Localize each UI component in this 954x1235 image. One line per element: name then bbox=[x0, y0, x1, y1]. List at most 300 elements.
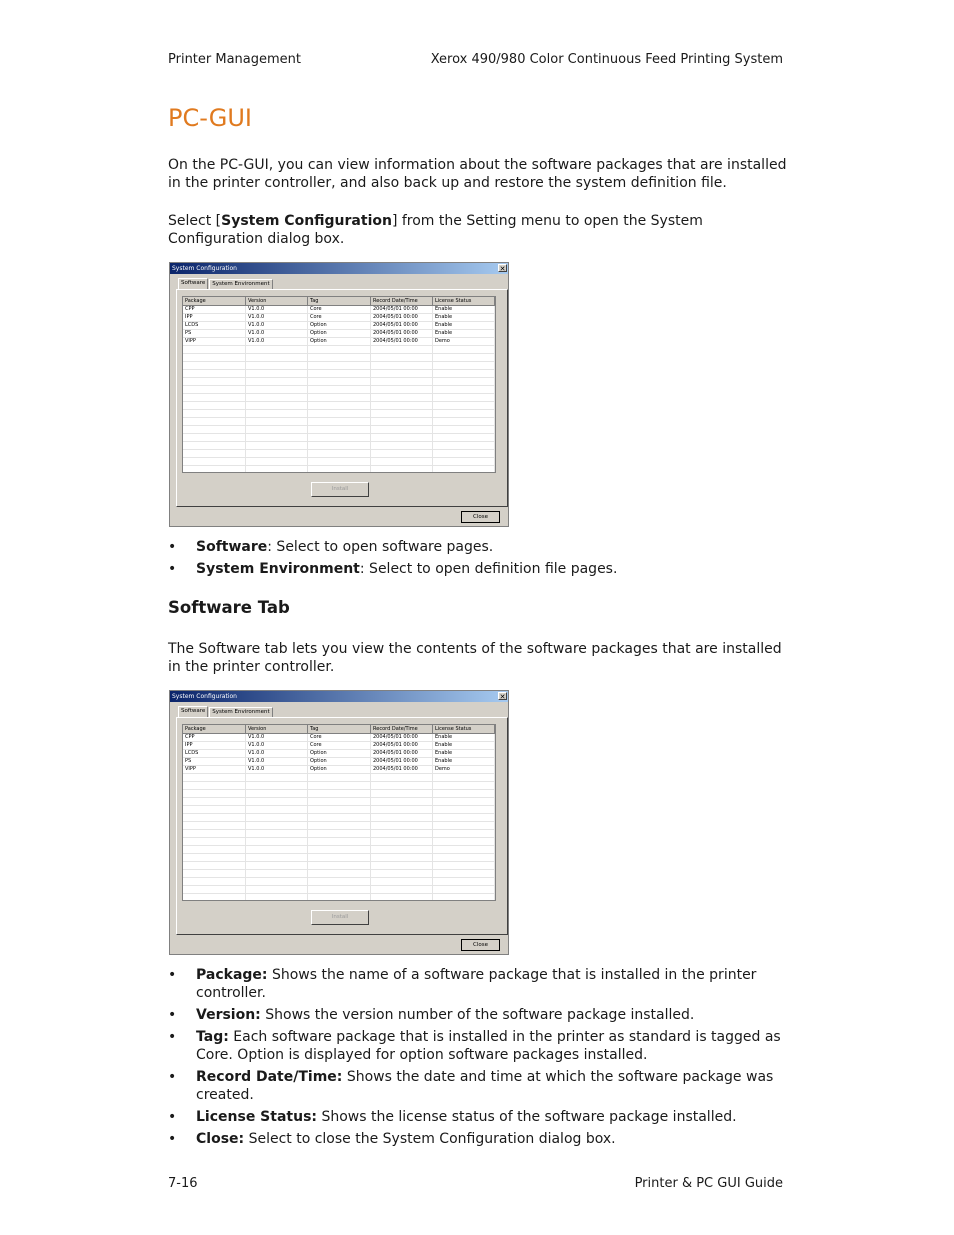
table-cell bbox=[183, 426, 246, 433]
table-cell: V1.0.0 bbox=[246, 322, 308, 329]
table-cell bbox=[371, 814, 433, 821]
table-cell bbox=[308, 830, 371, 837]
table-cell: Enable bbox=[433, 750, 495, 757]
table-row[interactable] bbox=[183, 758, 495, 766]
bullet-text: Select to close the System Configuration dialog box. bbox=[244, 1131, 616, 1147]
table-cell bbox=[183, 386, 246, 393]
table-cell bbox=[183, 862, 246, 869]
table-cell bbox=[246, 450, 308, 457]
table-row[interactable] bbox=[183, 830, 495, 838]
table-cell bbox=[246, 894, 308, 901]
table-cell bbox=[246, 878, 308, 885]
system-configuration-dialog bbox=[169, 262, 509, 527]
table-body bbox=[183, 306, 495, 473]
table-cell bbox=[183, 870, 246, 877]
table-cell bbox=[308, 870, 371, 877]
table-row[interactable] bbox=[183, 862, 495, 870]
table-cell bbox=[433, 774, 495, 781]
column-header[interactable]: License Status bbox=[433, 297, 495, 305]
table-cell bbox=[308, 354, 371, 361]
table-cell bbox=[183, 354, 246, 361]
table-cell: 2004/05/01 00:00 bbox=[371, 734, 433, 741]
table-cell: CPP bbox=[183, 306, 246, 313]
table-cell: Demo bbox=[433, 338, 495, 345]
running-header-left: Printer Management bbox=[168, 52, 302, 67]
table-cell bbox=[371, 346, 433, 353]
table-row[interactable] bbox=[183, 370, 495, 378]
table-cell bbox=[308, 370, 371, 377]
table-cell: 2004/05/01 00:00 bbox=[371, 750, 433, 757]
table-cell bbox=[183, 450, 246, 457]
table-row[interactable] bbox=[183, 822, 495, 830]
table-cell bbox=[183, 394, 246, 401]
column-header[interactable]: Record Date/Time bbox=[371, 297, 433, 305]
table-cell bbox=[371, 822, 433, 829]
close-button[interactable]: Close bbox=[461, 939, 500, 951]
table-cell bbox=[433, 878, 495, 885]
table-cell bbox=[371, 378, 433, 385]
table-cell: VIPP bbox=[183, 766, 246, 773]
table-cell bbox=[246, 458, 308, 465]
table-cell bbox=[246, 822, 308, 829]
software-tab-paragraph: The Software tab lets you view the contents of the software packages that are installed in the printer controller. bbox=[168, 641, 782, 675]
tab-software[interactable]: Software bbox=[178, 278, 208, 290]
column-header[interactable]: Version bbox=[246, 297, 308, 305]
table-cell: 2004/05/01 00:00 bbox=[371, 322, 433, 329]
table-row[interactable] bbox=[183, 418, 495, 426]
table-row[interactable] bbox=[183, 854, 495, 862]
table-cell: V1.0.0 bbox=[246, 742, 308, 749]
table-cell bbox=[183, 402, 246, 409]
table-cell bbox=[246, 410, 308, 417]
table-cell bbox=[308, 846, 371, 853]
table-cell bbox=[371, 418, 433, 425]
table-row[interactable] bbox=[183, 426, 495, 434]
table-cell bbox=[183, 774, 246, 781]
bullet-item bbox=[168, 966, 788, 1002]
table-cell: CPP bbox=[183, 734, 246, 741]
table-cell bbox=[371, 798, 433, 805]
table-cell bbox=[371, 410, 433, 417]
dialog-title: System Configuration bbox=[172, 693, 237, 700]
table-cell bbox=[308, 434, 371, 441]
table-cell bbox=[371, 886, 433, 893]
table-cell bbox=[246, 814, 308, 821]
table-cell bbox=[371, 442, 433, 449]
table-cell: Enable bbox=[433, 314, 495, 321]
table-cell bbox=[246, 466, 308, 473]
table-cell bbox=[246, 846, 308, 853]
table-cell bbox=[183, 878, 246, 885]
table-cell: Option bbox=[308, 766, 371, 773]
table-cell bbox=[183, 830, 246, 837]
table-cell bbox=[246, 386, 308, 393]
table-cell: Option bbox=[308, 338, 371, 345]
table-cell bbox=[433, 378, 495, 385]
running-footer-right: Printer & PC GUI Guide bbox=[634, 1176, 783, 1191]
bullet-term: Record Date/Time: bbox=[196, 1069, 343, 1085]
bullet-text: : Select to open definition file pages. bbox=[359, 561, 618, 577]
table-cell bbox=[371, 830, 433, 837]
select-pre: Select [ bbox=[168, 213, 222, 229]
table-cell bbox=[433, 870, 495, 877]
table-row[interactable] bbox=[183, 362, 495, 370]
table-cell bbox=[433, 798, 495, 805]
table-cell bbox=[433, 402, 495, 409]
table-cell bbox=[183, 346, 246, 353]
table-row[interactable] bbox=[183, 870, 495, 878]
table-cell bbox=[433, 442, 495, 449]
table-row[interactable] bbox=[183, 386, 495, 394]
table-cell bbox=[433, 362, 495, 369]
table-cell bbox=[246, 418, 308, 425]
table-cell: V1.0.0 bbox=[246, 750, 308, 757]
table-cell: Enable bbox=[433, 306, 495, 313]
table-cell bbox=[246, 370, 308, 377]
table-cell bbox=[308, 450, 371, 457]
table-cell bbox=[246, 798, 308, 805]
table-cell bbox=[371, 426, 433, 433]
table-cell bbox=[308, 458, 371, 465]
table-cell: PS bbox=[183, 758, 246, 765]
table-cell bbox=[308, 402, 371, 409]
table-row[interactable] bbox=[183, 750, 495, 758]
table-row[interactable] bbox=[183, 306, 495, 314]
table-cell bbox=[246, 426, 308, 433]
table-cell: Core bbox=[308, 314, 371, 321]
table-cell bbox=[183, 894, 246, 901]
tab-system-environment[interactable]: System Environment bbox=[209, 279, 272, 289]
dialog-titlebar bbox=[170, 263, 508, 274]
tab-software[interactable]: Software bbox=[178, 706, 208, 718]
table-cell bbox=[371, 354, 433, 361]
table-cell bbox=[246, 394, 308, 401]
table-cell bbox=[246, 402, 308, 409]
table-row[interactable] bbox=[183, 394, 495, 402]
table-cell bbox=[371, 838, 433, 845]
table-row[interactable] bbox=[183, 766, 495, 774]
table-cell: Option bbox=[308, 330, 371, 337]
table-cell bbox=[246, 782, 308, 789]
system-configuration-dialog bbox=[169, 690, 509, 955]
table-cell: Core bbox=[308, 742, 371, 749]
table-cell bbox=[308, 418, 371, 425]
bullet-text: : Select to open software pages. bbox=[267, 539, 494, 555]
bullet-item bbox=[168, 1006, 788, 1024]
table-row[interactable] bbox=[183, 402, 495, 410]
table-cell bbox=[371, 434, 433, 441]
table-cell bbox=[183, 806, 246, 813]
bullet-item bbox=[168, 1108, 788, 1126]
table-cell: LCDS bbox=[183, 322, 246, 329]
table-cell bbox=[371, 370, 433, 377]
table-cell: IPP bbox=[183, 742, 246, 749]
column-header[interactable]: Package bbox=[183, 297, 246, 305]
column-header[interactable]: License Status bbox=[433, 725, 495, 733]
table-cell bbox=[308, 886, 371, 893]
bullet-item bbox=[168, 1028, 788, 1064]
table-cell bbox=[183, 442, 246, 449]
table-row[interactable] bbox=[183, 894, 495, 901]
table-cell: VIPP bbox=[183, 338, 246, 345]
table-cell bbox=[246, 362, 308, 369]
table-cell bbox=[308, 862, 371, 869]
table-cell: Option bbox=[308, 758, 371, 765]
table-cell bbox=[308, 346, 371, 353]
table-cell bbox=[183, 814, 246, 821]
table-cell bbox=[371, 854, 433, 861]
table-cell bbox=[308, 426, 371, 433]
table-cell bbox=[308, 894, 371, 901]
table-row[interactable] bbox=[183, 814, 495, 822]
table-cell: Enable bbox=[433, 330, 495, 337]
table-cell bbox=[183, 458, 246, 465]
table-cell: V1.0.0 bbox=[246, 306, 308, 313]
table-cell: V1.0.0 bbox=[246, 314, 308, 321]
table-row[interactable] bbox=[183, 734, 495, 742]
column-header[interactable]: Tag bbox=[308, 297, 371, 305]
table-cell bbox=[308, 814, 371, 821]
table-cell bbox=[246, 354, 308, 361]
table-cell: 2004/05/01 00:00 bbox=[371, 330, 433, 337]
bullet-term: Package: bbox=[196, 967, 268, 983]
software-package-table[interactable] bbox=[182, 296, 496, 473]
table-cell bbox=[183, 846, 246, 853]
tab-bar bbox=[178, 707, 274, 717]
table-cell bbox=[246, 886, 308, 893]
bullet-item bbox=[168, 560, 788, 578]
install-button[interactable]: Install bbox=[311, 910, 369, 925]
table-cell bbox=[371, 466, 433, 473]
table-row[interactable] bbox=[183, 410, 495, 418]
running-header-right: Xerox 490/980 Color Continuous Feed Printing System bbox=[430, 52, 783, 67]
table-cell bbox=[246, 854, 308, 861]
table-cell bbox=[183, 798, 246, 805]
table-cell bbox=[308, 822, 371, 829]
table-row[interactable] bbox=[183, 314, 495, 322]
table-cell bbox=[246, 346, 308, 353]
table-cell: Core bbox=[308, 734, 371, 741]
table-cell bbox=[183, 362, 246, 369]
table-cell bbox=[246, 806, 308, 813]
table-cell bbox=[371, 450, 433, 457]
table-row[interactable] bbox=[183, 878, 495, 886]
table-cell bbox=[433, 854, 495, 861]
table-cell bbox=[433, 790, 495, 797]
table-cell bbox=[433, 846, 495, 853]
table-cell bbox=[183, 822, 246, 829]
table-cell bbox=[433, 394, 495, 401]
table-cell: 2004/05/01 00:00 bbox=[371, 742, 433, 749]
table-cell bbox=[433, 458, 495, 465]
table-row[interactable] bbox=[183, 466, 495, 473]
bullet-term: Close: bbox=[196, 1131, 245, 1147]
table-cell bbox=[433, 822, 495, 829]
table-row[interactable] bbox=[183, 790, 495, 798]
table-cell: 2004/05/01 00:00 bbox=[371, 306, 433, 313]
table-cell bbox=[183, 378, 246, 385]
table-cell bbox=[308, 394, 371, 401]
table-cell bbox=[246, 862, 308, 869]
table-cell bbox=[308, 878, 371, 885]
table-cell bbox=[308, 442, 371, 449]
table-cell bbox=[433, 894, 495, 901]
bullet-term: Tag: bbox=[196, 1029, 229, 1045]
table-cell bbox=[433, 410, 495, 417]
install-button[interactable]: Install bbox=[311, 482, 369, 497]
table-row[interactable] bbox=[183, 378, 495, 386]
column-header[interactable]: Package bbox=[183, 725, 246, 733]
table-cell bbox=[183, 410, 246, 417]
table-row[interactable] bbox=[183, 442, 495, 450]
bullet-text: Shows the name of a software package that is installed in the printer controller. bbox=[196, 967, 757, 1001]
close-icon[interactable]: ✕ bbox=[499, 265, 506, 273]
table-cell bbox=[433, 370, 495, 377]
table-cell bbox=[246, 774, 308, 781]
table-cell bbox=[371, 402, 433, 409]
table-row[interactable] bbox=[183, 330, 495, 338]
close-button[interactable]: Close bbox=[461, 511, 500, 523]
bullet-list-fields bbox=[168, 966, 788, 1152]
bullet-text: Each software package that is installed in the printer as standard is tagged as Core. Option is displayed for option software packages installed. bbox=[196, 1029, 781, 1063]
table-cell bbox=[308, 790, 371, 797]
table-cell bbox=[371, 790, 433, 797]
select-bold: System Configuration bbox=[221, 213, 392, 229]
dialog-title: System Configuration bbox=[172, 265, 237, 272]
table-cell bbox=[183, 418, 246, 425]
table-cell: 2004/05/01 00:00 bbox=[371, 338, 433, 345]
table-row[interactable] bbox=[183, 846, 495, 854]
table-cell: V1.0.0 bbox=[246, 330, 308, 337]
column-header[interactable]: Tag bbox=[308, 725, 371, 733]
table-cell bbox=[246, 870, 308, 877]
table-row[interactable] bbox=[183, 322, 495, 330]
table-row[interactable] bbox=[183, 346, 495, 354]
software-tab-heading: Software Tab bbox=[168, 598, 290, 617]
close-icon[interactable]: ✕ bbox=[499, 693, 506, 701]
select-post: ] from the Setting menu to open the System Configuration dialog box. bbox=[168, 213, 703, 247]
table-cell bbox=[246, 378, 308, 385]
table-cell: V1.0.0 bbox=[246, 734, 308, 741]
table-cell: 2004/05/01 00:00 bbox=[371, 314, 433, 321]
table-cell bbox=[183, 466, 246, 473]
table-cell: Enable bbox=[433, 742, 495, 749]
table-cell bbox=[183, 886, 246, 893]
table-cell bbox=[308, 362, 371, 369]
table-cell: PS bbox=[183, 330, 246, 337]
table-cell bbox=[371, 862, 433, 869]
table-cell: Option bbox=[308, 322, 371, 329]
table-cell bbox=[246, 434, 308, 441]
table-cell: V1.0.0 bbox=[246, 766, 308, 773]
table-row[interactable] bbox=[183, 458, 495, 466]
table-body bbox=[183, 734, 495, 901]
table-cell bbox=[183, 782, 246, 789]
table-cell bbox=[308, 378, 371, 385]
table-row[interactable] bbox=[183, 838, 495, 846]
table-cell bbox=[308, 782, 371, 789]
section-title: PC-GUI bbox=[168, 104, 253, 132]
table-cell bbox=[308, 410, 371, 417]
table-row[interactable] bbox=[183, 806, 495, 814]
table-cell bbox=[246, 442, 308, 449]
table-cell bbox=[308, 798, 371, 805]
table-cell bbox=[371, 394, 433, 401]
table-cell bbox=[308, 806, 371, 813]
table-cell bbox=[183, 370, 246, 377]
table-cell bbox=[371, 806, 433, 813]
table-row[interactable] bbox=[183, 886, 495, 894]
table-cell bbox=[371, 894, 433, 901]
table-cell bbox=[433, 354, 495, 361]
table-cell bbox=[433, 434, 495, 441]
table-cell: Demo bbox=[433, 766, 495, 773]
table-row[interactable] bbox=[183, 450, 495, 458]
table-cell bbox=[308, 466, 371, 473]
column-header[interactable]: Record Date/Time bbox=[371, 725, 433, 733]
table-cell: IPP bbox=[183, 314, 246, 321]
bullet-term: License Status: bbox=[196, 1109, 317, 1125]
bullet-item bbox=[168, 1130, 788, 1148]
table-cell bbox=[371, 774, 433, 781]
table-cell bbox=[433, 418, 495, 425]
software-package-table[interactable] bbox=[182, 724, 496, 901]
table-cell bbox=[308, 838, 371, 845]
bullet-term: System Environment bbox=[196, 561, 360, 577]
bullet-term: Software bbox=[196, 539, 268, 555]
table-row[interactable] bbox=[183, 774, 495, 782]
bullet-term: Version: bbox=[196, 1007, 261, 1023]
table-header bbox=[183, 297, 495, 306]
tab-system-environment[interactable]: System Environment bbox=[209, 707, 272, 717]
table-cell bbox=[433, 346, 495, 353]
table-cell bbox=[371, 782, 433, 789]
table-row[interactable] bbox=[183, 782, 495, 790]
table-cell: Enable bbox=[433, 758, 495, 765]
select-paragraph bbox=[168, 212, 788, 248]
table-cell bbox=[433, 450, 495, 457]
table-row[interactable] bbox=[183, 798, 495, 806]
bullet-text: Shows the license status of the software package installed. bbox=[317, 1109, 737, 1125]
table-cell: V1.0.0 bbox=[246, 758, 308, 765]
table-cell bbox=[371, 878, 433, 885]
table-row[interactable] bbox=[183, 742, 495, 750]
table-row[interactable] bbox=[183, 354, 495, 362]
table-header bbox=[183, 725, 495, 734]
table-cell: LCDS bbox=[183, 750, 246, 757]
table-row[interactable] bbox=[183, 338, 495, 346]
table-cell: V1.0.0 bbox=[246, 338, 308, 345]
table-row[interactable] bbox=[183, 434, 495, 442]
dialog-titlebar bbox=[170, 691, 508, 702]
table-cell bbox=[308, 774, 371, 781]
table-cell bbox=[433, 862, 495, 869]
table-cell bbox=[246, 838, 308, 845]
bullet-text: Shows the date and time at which the software package was created. bbox=[196, 1069, 774, 1103]
table-cell bbox=[308, 386, 371, 393]
page-number: 7-16 bbox=[168, 1176, 198, 1191]
table-cell bbox=[433, 426, 495, 433]
table-cell: Option bbox=[308, 750, 371, 757]
table-cell: Enable bbox=[433, 322, 495, 329]
table-cell bbox=[183, 790, 246, 797]
table-cell bbox=[371, 846, 433, 853]
table-cell bbox=[183, 838, 246, 845]
table-cell bbox=[371, 870, 433, 877]
tab-bar bbox=[178, 279, 274, 289]
column-header[interactable]: Version bbox=[246, 725, 308, 733]
intro-paragraph: On the PC-GUI, you can view information about the software packages that are installed in the printer controller, and also back up and restore the system definition file. bbox=[168, 157, 787, 191]
